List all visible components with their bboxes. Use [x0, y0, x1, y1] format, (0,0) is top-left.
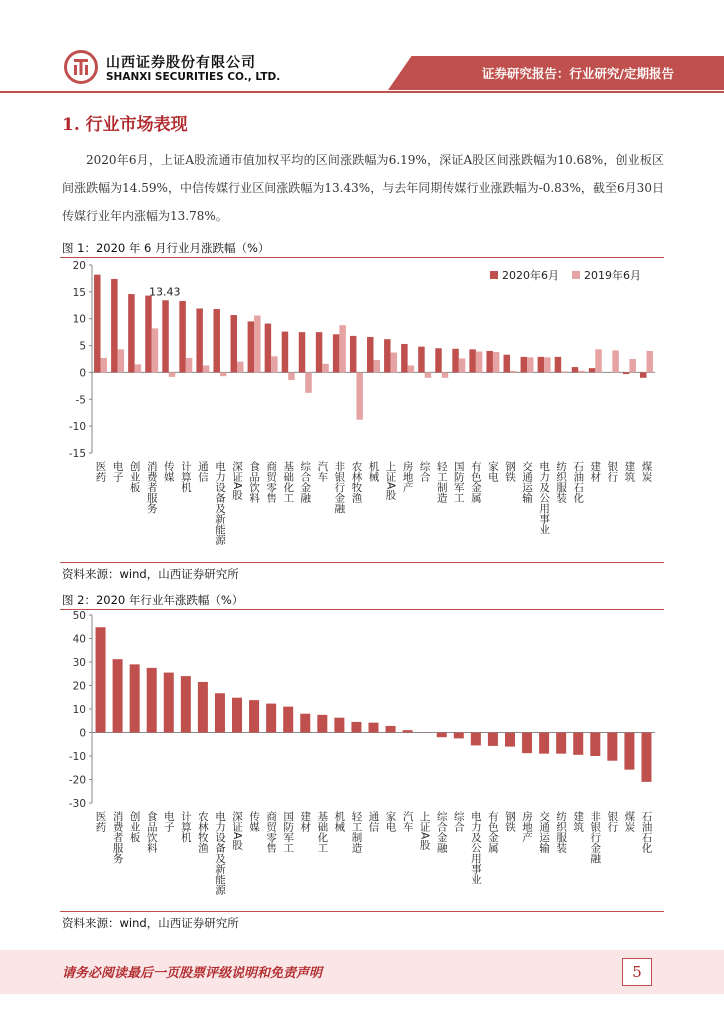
category-label: 深证A股 — [231, 811, 244, 850]
bar-series-b — [356, 372, 362, 419]
bar-series-b — [595, 349, 601, 372]
legend-label: 2019年6月 — [584, 269, 641, 282]
bar-series-b — [425, 372, 431, 377]
y-tick-label: 50 — [72, 610, 86, 622]
category-label: 交通运输 — [521, 461, 534, 503]
category-label: 房地产 — [401, 461, 414, 493]
y-tick-label: 15 — [72, 286, 86, 299]
company-name-en: SHANXI SECURITIES CO., LTD. — [106, 71, 281, 83]
bar-series-b — [254, 315, 260, 372]
data-label: 13.43 — [149, 285, 181, 299]
category-label: 综合金融 — [299, 461, 312, 503]
bar-series-b — [391, 353, 397, 373]
figure-2-chart — [60, 610, 664, 910]
category-label: 上证A股 — [384, 461, 397, 500]
y-tick-label: -20 — [68, 774, 86, 787]
bar-series — [590, 733, 600, 757]
y-tick-label: 0 — [79, 727, 86, 740]
category-label: 商贸零售 — [265, 461, 278, 503]
category-label: 电力设备及新能源 — [213, 461, 226, 545]
bar-series-a — [486, 351, 492, 372]
bar-series-b — [288, 372, 294, 380]
bar-series — [130, 664, 140, 732]
figure-1-bottom-rule — [60, 562, 664, 563]
y-tick-label: 0 — [79, 367, 86, 380]
category-label: 通信 — [367, 811, 380, 832]
category-label: 综合金融 — [435, 811, 448, 853]
figure-1-title: 图 1：2020 年 6 月行业月涨跌幅（%） — [62, 241, 270, 255]
bar-series — [471, 733, 481, 746]
category-label: 国防军工 — [452, 461, 465, 503]
category-label: 电力及公用事业 — [538, 461, 551, 535]
category-label: 电力及公用事业 — [469, 811, 482, 885]
category-label: 商贸零售 — [265, 811, 278, 853]
category-label: 钢铁 — [503, 811, 516, 832]
category-label: 石油石化 — [640, 811, 653, 853]
category-label: 轻工制造 — [435, 461, 448, 503]
y-tick-label: -10 — [68, 421, 86, 434]
category-label: 钢铁 — [503, 461, 516, 482]
bar-series-a — [589, 368, 595, 372]
bar-series — [369, 723, 379, 733]
category-label: 创业板 — [128, 811, 141, 843]
bar-series-b — [220, 372, 226, 376]
bar-series-b — [152, 328, 158, 372]
bar-series-b — [305, 372, 311, 392]
bar-series-a — [538, 357, 544, 373]
bar-series-b — [578, 371, 584, 373]
bar-series — [283, 707, 293, 733]
bar-series-b — [101, 358, 107, 373]
category-label: 煤炭 — [640, 461, 653, 482]
bar-series-b — [476, 351, 482, 372]
bar-series-b — [612, 350, 618, 372]
bar-series-a — [196, 309, 202, 373]
category-label: 综合 — [452, 811, 465, 832]
category-label: 农林牧渔 — [196, 811, 209, 853]
bar-series-a — [350, 336, 356, 373]
category-label: 通信 — [196, 461, 209, 482]
bar-series-b — [459, 358, 465, 372]
company-name-cn: 山西证券股份有限公司 — [106, 55, 256, 71]
bar-series-a — [145, 296, 151, 373]
bar-series-b — [118, 349, 124, 372]
category-label: 建材 — [299, 811, 312, 832]
category-label: 石油石化 — [572, 461, 585, 503]
category-label: 煤炭 — [623, 811, 636, 832]
y-tick-label: 40 — [72, 633, 86, 646]
bar-series-a — [521, 357, 527, 373]
category-label: 消费者服务 — [145, 461, 158, 514]
category-label: 银行 — [606, 811, 619, 832]
category-label: 建材 — [589, 461, 602, 482]
category-label: 上证A股 — [418, 811, 431, 850]
bar-series — [181, 676, 191, 732]
category-label: 银行 — [606, 461, 619, 482]
category-label: 电子 — [162, 811, 175, 832]
y-tick-label: -5 — [75, 394, 86, 407]
category-label: 汽车 — [316, 461, 329, 482]
category-label: 食品饮料 — [248, 461, 261, 503]
category-label: 汽车 — [401, 811, 414, 832]
bar-series — [96, 627, 106, 732]
bar-series — [232, 698, 242, 733]
category-label: 创业板 — [128, 461, 141, 493]
y-tick-label: 5 — [79, 340, 86, 353]
company-logo-icon — [64, 50, 98, 84]
category-label: 农林牧渔 — [350, 461, 363, 503]
bar-series-a — [435, 348, 441, 372]
category-label: 传媒 — [248, 811, 261, 832]
bar-series-a — [94, 275, 100, 373]
bar-series — [266, 704, 276, 733]
bar-series-b — [561, 371, 567, 372]
bar-series — [334, 718, 344, 733]
bar-series-a — [504, 355, 510, 373]
bar-series — [147, 668, 157, 733]
bar-series-a — [162, 300, 168, 372]
category-label: 交通运输 — [538, 811, 551, 853]
bar-series-a — [640, 372, 646, 377]
y-tick-label: 20 — [72, 680, 86, 693]
figure-1-source: 资料来源：wind，山西证券研究所 — [62, 567, 239, 581]
category-label: 国防军工 — [282, 811, 295, 853]
category-label: 基础化工 — [316, 811, 329, 853]
bar-series-a — [555, 357, 561, 373]
bar-series-b — [510, 371, 516, 373]
bar-series-b — [374, 360, 380, 372]
bar-series-a — [179, 301, 185, 372]
bar-series-b — [527, 357, 533, 372]
bar-series-a — [111, 279, 117, 372]
bar-series-b — [135, 364, 141, 372]
bar-series-a — [128, 294, 134, 372]
y-tick-label: 20 — [72, 260, 86, 272]
category-label: 深证A股 — [231, 461, 244, 500]
legend-swatch — [572, 271, 580, 279]
bar-series — [522, 733, 532, 754]
bar-series — [488, 733, 498, 746]
bar-series-a — [231, 315, 237, 372]
category-label: 房地产 — [521, 811, 534, 843]
bar-series — [351, 722, 361, 733]
bar-series-b — [186, 358, 192, 373]
figure-2-bottom-rule — [60, 911, 664, 912]
bar-series-a — [282, 332, 288, 373]
bar-series-b — [203, 365, 209, 372]
legend-swatch — [490, 271, 498, 279]
bar-series — [437, 733, 447, 738]
bar-series-b — [493, 352, 499, 372]
y-tick-label: -15 — [68, 448, 86, 460]
y-tick-label: 30 — [72, 657, 86, 669]
bar-series — [454, 733, 464, 739]
category-label: 有色金属 — [469, 461, 482, 503]
footer-disclaimer: 请务必阅读最后一页股票评级说明和免责声明 — [62, 966, 323, 981]
bar-series — [539, 733, 549, 754]
bar-series-a — [623, 372, 629, 374]
category-label: 建筑 — [572, 811, 585, 832]
bar-series-a — [333, 334, 339, 372]
bar-series — [386, 726, 396, 733]
bar-series-a — [367, 337, 373, 372]
figure-2-title: 图 2：2020 年行业年涨跌幅（%） — [62, 593, 244, 607]
bar-series — [607, 733, 617, 761]
bar-series — [317, 715, 327, 733]
category-label: 有色金属 — [486, 811, 499, 853]
bar-series — [164, 673, 174, 733]
category-label: 医药 — [94, 811, 107, 832]
header-divider — [0, 91, 724, 93]
category-label: 计算机 — [179, 811, 192, 843]
page-header — [0, 0, 724, 95]
bar-series — [505, 733, 515, 747]
category-label: 轻工制造 — [350, 811, 363, 853]
bar-series — [624, 733, 634, 770]
bar-series-b — [408, 365, 414, 372]
bar-series — [249, 700, 259, 732]
category-label: 建筑 — [623, 461, 636, 482]
bar-series-b — [339, 325, 345, 372]
bar-series-b — [271, 356, 277, 372]
bar-series — [215, 693, 225, 732]
bar-series — [573, 733, 583, 755]
section-title: 1. 行业市场表现 — [62, 115, 188, 135]
y-tick-label: 10 — [72, 704, 86, 716]
category-label: 机械 — [367, 461, 380, 482]
category-label: 消费者服务 — [111, 811, 124, 864]
bar-series-a — [213, 309, 219, 372]
category-label: 纺织服装 — [555, 811, 568, 853]
bar-series-b — [442, 372, 448, 377]
bar-series — [300, 714, 310, 733]
report-type: 证券研究报告：行业研究/定期报告 — [481, 66, 674, 81]
bar-series-a — [401, 344, 407, 372]
bar-series-a — [384, 339, 390, 372]
bar-series-a — [299, 332, 305, 372]
category-label: 家电 — [486, 461, 499, 482]
bar-series-b — [629, 359, 635, 372]
y-tick-label: 10 — [72, 313, 86, 326]
category-label: 电力设备及新能源 — [213, 811, 226, 895]
page-number: 5 — [622, 958, 652, 986]
bar-series-a — [265, 324, 271, 373]
y-tick-label: -30 — [68, 798, 86, 810]
category-label: 综合 — [418, 461, 431, 482]
category-label: 电子 — [111, 461, 124, 482]
bar-series-a — [572, 367, 578, 372]
figure-1-chart — [60, 258, 664, 558]
bar-series-a — [452, 349, 458, 373]
bar-series-b — [237, 362, 243, 373]
bar-series-a — [418, 347, 424, 373]
category-label: 纺织服装 — [555, 461, 568, 503]
category-label: 食品饮料 — [145, 811, 158, 853]
bar-series — [198, 682, 208, 733]
bar-series-b — [646, 351, 652, 372]
bar-series-a — [469, 349, 475, 372]
legend-label: 2020年6月 — [502, 269, 559, 282]
category-label: 医药 — [94, 461, 107, 482]
category-label: 计算机 — [179, 461, 192, 493]
bar-series-a — [316, 332, 322, 372]
bar-series — [641, 733, 651, 782]
category-label: 机械 — [333, 811, 346, 832]
bar-series — [403, 730, 413, 732]
figure-2-source: 资料来源：wind，山西证券研究所 — [62, 916, 239, 930]
y-tick-label: -10 — [68, 751, 86, 763]
category-label: 基础化工 — [282, 461, 295, 503]
bar-series-b — [169, 372, 175, 376]
category-label: 家电 — [384, 811, 397, 832]
category-label: 非银行金融 — [589, 811, 602, 864]
category-label: 非银行金融 — [333, 461, 346, 514]
category-label: 传媒 — [162, 461, 175, 482]
bar-series-b — [544, 357, 550, 372]
body-paragraph: 2020年6月，上证A股流通市值加权平均的区间涨跌幅为6.19%，深证A股区间涨跌幅为10.68%，创业板区间涨跌幅为14.59%，中信传媒行业区间涨跌幅为13.43%，与去年同期传媒行业涨跌幅为-0.83%，截至6月30日传媒行业年内涨幅为13.78%。 — [62, 153, 664, 223]
bar-series-a — [248, 321, 254, 372]
bar-series-b — [322, 364, 328, 373]
bar-series — [556, 733, 566, 754]
bar-series — [113, 659, 123, 732]
